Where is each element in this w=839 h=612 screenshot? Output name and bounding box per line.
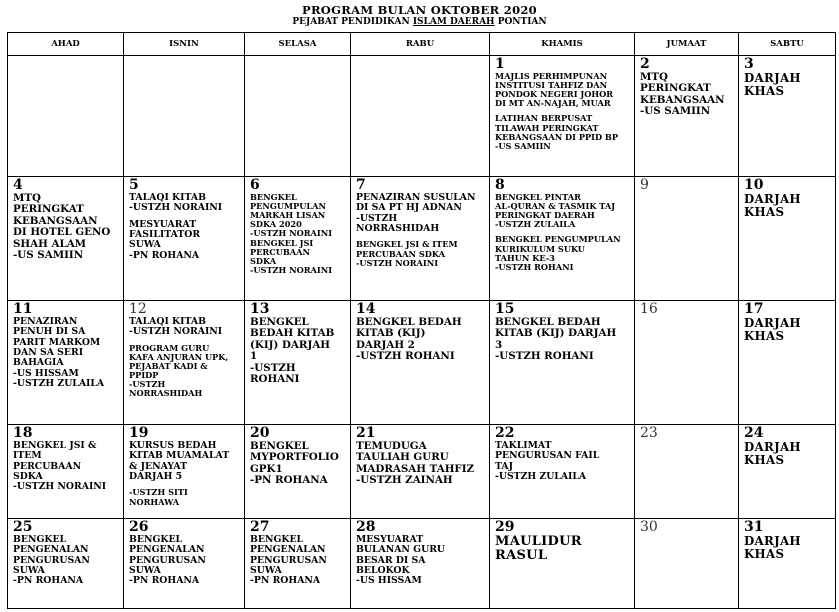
day-number: 17 [744,301,764,317]
event-line: KURIKULUM SUKU [495,243,585,254]
event-line: TEMUDUGA [356,439,427,452]
event-line: -US SAMIIN [13,249,84,262]
day-number: 10 [744,177,764,193]
empty-cell [245,56,351,177]
event-line: PENGURUSAN [129,554,206,566]
day-cell-9 [635,177,739,301]
day-cell-17 [739,301,836,425]
event-line: -USTZH [129,379,166,390]
event-line: PROGRAM GURU [129,342,210,353]
day-number: 6 [250,177,260,193]
day-number: 4 [13,177,23,193]
day-cell-30 [635,519,739,609]
event-line: INSTITUSI TAHFIZ DAN [495,79,608,90]
event-line: PENGENALAN [129,544,205,556]
day-number: 2 [640,56,650,72]
day-number: 22 [495,425,515,441]
event-line: MAULIDUR [495,533,582,549]
event-line: DI MT AN-NAJAH, MUAR [495,98,611,109]
event-line: KITAB (KIJ) [356,327,426,340]
weekday-header-ahad: AHAD [8,33,124,56]
event-line: 3 [495,338,503,351]
event-line: DARJAH [744,315,801,330]
event-line: -USTZH [250,361,296,374]
event-line: FASILITATOR [129,228,201,240]
event-line: PENGURUSAN [250,554,327,566]
event-line: DARJAH [744,533,801,548]
event-line: TAKLIMAT [495,439,552,451]
event-line: DI HOTEL GENO [13,226,111,239]
event-line: TILAWAH PERINGKAT [495,122,599,133]
event-line: SUWA [13,564,45,576]
event-line: -USTZH ZAINAH [356,474,453,487]
event-line: TALAQI KITAB [129,315,206,327]
event-line: NORHAWA [129,496,180,507]
event-line: & JENAYAT [129,460,188,472]
event-line: (KIJ) DARJAH [250,338,331,351]
event-line: BESAR DI SA [356,554,426,566]
weekday-header-selasa: SELASA [245,33,351,56]
day-cell-7 [351,177,490,301]
day-number: 26 [129,519,149,535]
event-line: PERCUBAAN [13,460,82,472]
event-line: BENGKEL JSI & ITEM [356,239,458,250]
event-line: BENGKEL JSI & [13,439,97,451]
event-line: BENGKEL [129,533,183,545]
weekday-header-row [8,33,836,56]
day-number: 23 [640,425,658,441]
event-line: -USTZH NORAINI [129,202,223,214]
page-title: PROGRAM BULAN OKTOBER 2020 [302,3,537,17]
event-line: -USTZH ZULAILA [13,378,105,390]
event-line: LATIHAN BERPUSAT [495,113,593,124]
event-line: BENGKEL [13,533,67,545]
event-line: TAHUN KE-3 [495,252,555,263]
empty-cell [124,56,245,177]
day-number: 1 [495,56,505,72]
weekday-header-isnin: ISNIN [124,33,245,56]
event-line: PERINGKAT DAERAH [495,210,595,221]
day-number: 3 [744,56,754,72]
event-line: -USTZH NORAINI [129,326,223,338]
day-cell-13 [245,301,351,425]
event-line: PEJABAT KADI & [129,360,208,371]
event-line: -USTZH SITI [129,487,188,498]
event-line: -USTZH ROHANI [495,350,594,363]
event-line: PENGENALAN [250,544,326,556]
event-line: NORRASHIDAH [129,388,203,399]
event-line: BENGKEL [250,439,309,452]
event-line: BENGKEL [250,315,309,328]
event-line: MTQ [13,191,42,204]
weekday-header-khamis: KHAMIS [490,33,635,56]
event-line: -USTZH ROHANI [495,262,574,272]
event-line: -USTZH NORAINI [13,481,107,493]
day-number: 24 [744,425,764,441]
event-line: BENGKEL [250,533,304,545]
day-cell-11 [8,301,124,425]
event-line: DARJAH 5 [129,470,183,482]
day-cell-19 [124,425,245,519]
event-line: KITAB (KIJ) DARJAH [495,327,617,340]
event-line: -USTZH NORAINI [250,265,333,276]
day-number: 31 [744,519,764,535]
week-row-5 [8,519,836,609]
event-line: PENAZIRAN [13,315,78,327]
day-number: 13 [250,301,270,317]
event-line: -US SAMIIN [495,141,551,151]
day-number: 30 [640,519,658,535]
event-line: PONDOK NEGERI JOHOR [495,89,614,100]
event-line: KHAS [744,328,785,343]
event-line: PERINGKAT [13,203,84,216]
event-line: -US HISSAM [13,367,79,379]
event-line: -USTZH NORAINI [250,228,333,239]
page-subtitle [0,17,839,27]
event-line: ROHANI [250,373,300,386]
day-cell-1 [490,56,635,177]
day-cell-21 [351,425,490,519]
event-line: ITEM [13,450,42,462]
event-line: -US HISSAM [356,575,422,587]
day-cell-12 [124,301,245,425]
day-number: 25 [13,519,33,535]
event-line: KURSUS BEDAH [129,439,217,451]
event-line: AL-QURAN & TASMIK TAJ [495,200,616,211]
event-line: BENGKEL JSI [250,237,314,248]
event-line: SHAH ALAM [13,237,87,250]
event-line: KAFA ANJURAN UPK, [129,351,229,362]
day-cell-2 [635,56,739,177]
day-number: 5 [129,177,139,193]
event-line: MESYUARAT [356,533,424,545]
event-line: PPIDP [129,370,159,381]
event-line: MTQ [640,70,669,83]
event-line: -USTZH [356,212,398,224]
event-line: BENGKEL [250,191,297,202]
event-line: BENGKEL PENGUMPULAN [495,234,621,245]
event-line: BEDAH KITAB [250,327,335,340]
day-cell-16 [635,301,739,425]
event-line: BENGKEL BEDAH [495,315,601,328]
event-line: DI SA PT HJ ADNAN [356,202,462,214]
event-line: -US SAMIIN [640,105,711,118]
event-line: DAN SA SERI [13,346,84,358]
empty-cell [8,56,124,177]
day-cell-18 [8,425,124,519]
event-line: PERINGKAT [640,82,711,95]
day-cell-10 [739,177,836,301]
day-cell-5 [124,177,245,301]
day-number: 27 [250,519,270,535]
event-line: BENGKEL BEDAH [356,315,462,328]
event-line: PARIT MARKOM [13,336,101,348]
week-row-3 [8,301,836,425]
event-line: PENGUMPULAN [250,200,326,211]
weekday-header-sabtu: SABTU [739,33,836,56]
event-line: PENAZIRAN SUSULAN [356,191,476,203]
empty-cell [351,56,490,177]
subtitle-part-1: PEJABAT PENDIDIKAN [292,17,413,27]
event-line: NORRASHIDAH [356,222,440,234]
day-cell-28 [351,519,490,609]
day-number: 9 [640,177,649,193]
day-cell-26 [124,519,245,609]
day-number: 16 [640,301,658,317]
day-number: 7 [356,177,366,193]
day-number: 11 [13,301,33,317]
event-line: PENGURUSAN FAIL [495,450,600,462]
event-line: -USTZH ROHANI [356,350,455,363]
day-cell-8 [490,177,635,301]
calendar-table [7,32,836,609]
day-cell-3 [739,56,836,177]
day-number: 28 [356,519,376,535]
day-number: 19 [129,425,149,441]
day-cell-25 [8,519,124,609]
day-number: 29 [495,519,515,535]
weekday-header-rabu: RABU [351,33,490,56]
event-line: -USTZH ZULAILA [495,470,587,482]
event-line: GPK1 [250,462,283,475]
week-row-1 [8,56,836,177]
event-line: -USTZH ZULAILA [495,219,576,230]
event-line: SUWA [129,239,161,251]
day-number: 8 [495,177,505,193]
event-line: SDKA 2020 [250,219,302,230]
event-line: SUWA [129,564,161,576]
event-line: KHAS [744,204,785,219]
event-line: MYPORTFOLIO [250,451,339,464]
event-line: PENGENALAN [13,544,89,556]
event-line: MADRASAH TAHFIZ [356,462,475,475]
event-line: 1 [250,350,258,363]
day-cell-4 [8,177,124,301]
event-line: MAJLIS PERHIMPUNAN [495,70,608,81]
day-cell-20 [245,425,351,519]
day-cell-23 [635,425,739,519]
event-line: KITAB MUAMALAT [129,450,230,462]
day-cell-22 [490,425,635,519]
day-cell-15 [490,301,635,425]
event-line: -PN ROHANA [129,249,200,261]
event-line: -PN ROHANA [250,575,321,587]
event-line: BENGKEL PINTAR [495,191,581,202]
day-cell-14 [351,301,490,425]
event-line: BULANAN GURU [356,544,446,556]
event-line: DARJAH [744,439,801,454]
event-line: MESYUARAT [129,218,197,230]
event-line: BAHAGIA [13,357,64,369]
subtitle-part-2: PONTIAN [494,17,547,27]
event-line: DARJAH [744,70,801,85]
event-line: PERCUBAAN SDKA [356,248,445,259]
event-line: PERCUBAAN [250,246,310,257]
event-line: SDKA [250,256,277,266]
day-cell-6 [245,177,351,301]
event-line: TALAQI KITAB [129,191,206,203]
day-number: 14 [356,301,376,317]
event-line: KHAS [744,452,785,467]
event-line: DARJAH 2 [356,338,415,351]
day-cell-31 [739,519,836,609]
event-line: MARKAH LISAN [250,210,326,221]
week-row-4 [8,425,836,519]
event-line: TAULIAH GURU [356,451,449,464]
subtitle-underlined: ISLAM DAERAH [412,17,495,27]
day-number: 12 [129,301,147,317]
day-cell-29 [490,519,635,609]
event-line: DARJAH [744,191,801,206]
event-line: KHAS [744,546,785,561]
week-row-2 [8,177,836,301]
event-line: RASUL [495,548,548,564]
day-number: 20 [250,425,270,441]
event-line: PENUH DI SA [13,326,86,338]
day-number: 15 [495,301,515,317]
day-cell-27 [245,519,351,609]
event-line: -PN ROHANA [250,474,328,487]
event-line: -PN ROHANA [129,575,200,587]
event-line: -PN ROHANA [13,575,84,587]
event-line: BELOKOK [356,564,410,576]
event-line: KHAS [744,83,785,98]
weekday-header-jumaat: JUMAAT [635,33,739,56]
event-line: KEBANGSAAN [640,93,725,106]
event-line: -USTZH NORAINI [356,257,439,268]
event-line: SDKA [13,470,43,482]
event-line: PENGURUSAN [13,554,90,566]
event-line: TAJ [495,460,514,472]
event-line: SUWA [250,564,282,576]
day-number: 18 [13,425,33,441]
event-line: KEBANGSAAN [13,214,98,227]
event-line: KEBANGSAAN DI PPID BP [495,131,619,142]
day-cell-24 [739,425,836,519]
day-number: 21 [356,425,376,441]
